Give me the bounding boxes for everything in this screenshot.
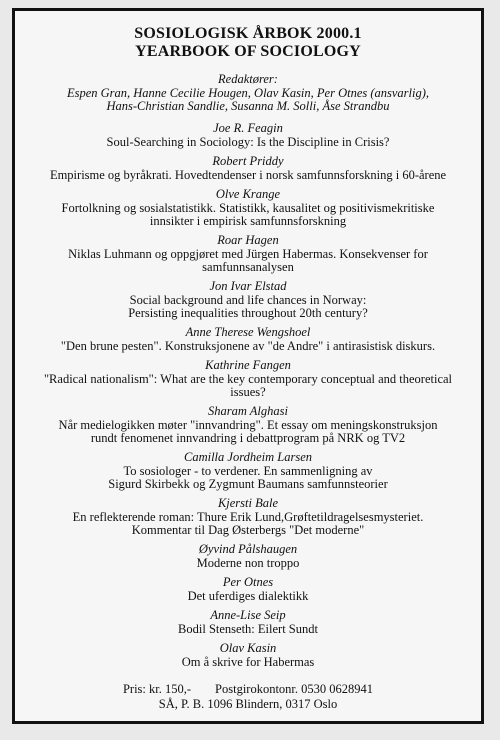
entry-author: Robert Priddy	[212, 154, 284, 168]
entry-author: Anne-Lise Seip	[210, 608, 286, 622]
entry-title-line: En reflekterende roman: Thure Erik Lund,Grøftetildragelsesmysteriet.	[72, 510, 424, 524]
entry-title-line: Soul-Searching in Sociology: Is the Discipline in Crisis?	[106, 135, 390, 149]
editors-line-1: Espen Gran, Hanne Cecilie Hougen, Olav Kasin, Per Otnes (ansvarlig),	[66, 86, 430, 100]
entry-author: Roar Hagen	[217, 233, 279, 247]
entry-author: Kathrine Fangen	[205, 358, 291, 372]
entry-title-line: To sosiologer - to verdener. En sammenligning av	[123, 464, 373, 478]
entry	[33, 451, 463, 491]
entry-title-line: Social background and life chances in Norway:	[129, 293, 367, 307]
editors-label: Redaktører:	[218, 72, 278, 86]
entry	[33, 497, 463, 537]
entry-title-line: innsikter i empirisk samfunnsforskning	[149, 214, 347, 228]
entry-title-line: Det uferdiges dialektikk	[187, 589, 309, 603]
entry-title-line: Niklas Luhmann og oppgjøret med Jürgen Habermas. Konsekvenser for samfunnsanalysen	[68, 247, 428, 274]
entry-author: Anne Therese Wengshoel	[185, 325, 311, 339]
entry-title-line: Moderne non troppo	[196, 556, 300, 570]
entry-title-line: Bodil Stenseth: Eilert Sundt	[178, 622, 318, 636]
address-text: SÅ, P. B. 1096 Blindern, 0317 Oslo	[158, 697, 338, 711]
price-text: Pris: kr. 150,-	[122, 682, 192, 696]
document-title: SOSIOLOGISK ÅRBOK 2000.1	[134, 25, 362, 42]
editors-block	[15, 73, 481, 113]
entry	[33, 543, 463, 570]
entry	[33, 122, 463, 149]
entry	[33, 280, 463, 320]
entry	[33, 155, 463, 182]
entry-title-line: "Den brune pesten". Konstruksjonene av "de Andre" i antirasistisk diskurs.	[60, 339, 436, 353]
entry-title-line: Kommentar til Dag Østerbergs "Det moderne"	[131, 523, 365, 537]
entry-title-line: Empirisme og byråkrati. Hovedtendenser i norsk samfunnsforskning i 60-årene	[49, 168, 447, 182]
contents-list	[15, 122, 481, 669]
entry-author: Olve Krange	[215, 187, 281, 201]
entry-author: Olav Kasin	[219, 641, 277, 655]
document-page	[12, 8, 484, 724]
footer-row	[15, 683, 481, 696]
entry-title-line: "Radical nationalism": What are the key contemporary conceptual and theoretical issues?	[43, 372, 453, 399]
entry	[33, 642, 463, 669]
entry	[33, 234, 463, 274]
entry	[33, 326, 463, 353]
entry	[33, 405, 463, 445]
header	[15, 25, 481, 61]
entry-author: Per Otnes	[222, 575, 274, 589]
document-subtitle: YEARBOOK OF SOCIOLOGY	[135, 43, 361, 60]
postgiro-text: Postgirokontonr. 0530 0628941	[215, 682, 374, 696]
entry	[33, 188, 463, 228]
entry	[33, 609, 463, 636]
entry-title-line: Om å skrive for Habermas	[181, 655, 315, 669]
entry-title-line: rundt fenomenet innvandring i debattprogram på NRK og TV2	[90, 431, 406, 445]
entry-title-line: Når medielogikken møter "innvandring". Et essay om meningskonstruksjon	[58, 418, 438, 432]
entry-author: Øyvind Pålshaugen	[198, 542, 298, 556]
entry	[33, 359, 463, 399]
footer	[15, 683, 481, 711]
entry	[33, 576, 463, 603]
entry-title-line: Persisting inequalities throughout 20th century?	[128, 306, 368, 320]
editors-line-2: Hans-Christian Sandlie, Susanna M. Solli, Åse Strandbu	[106, 99, 390, 113]
entry-title-line: Sigurd Skirbekk og Zygmunt Baumans samfunnsteorier	[108, 477, 388, 491]
entry-author: Joe R. Feagin	[213, 121, 283, 135]
entry-author: Kjersti Bale	[217, 496, 279, 510]
entry-title-line: Fortolkning og sosialstatistikk. Statistikk, kausalitet og positivismekritiske	[61, 201, 435, 215]
entry-author: Jon Ivar Elstad	[209, 279, 287, 293]
entry-author: Sharam Alghasi	[208, 404, 288, 418]
entry-author: Camilla Jordheim Larsen	[183, 450, 312, 464]
